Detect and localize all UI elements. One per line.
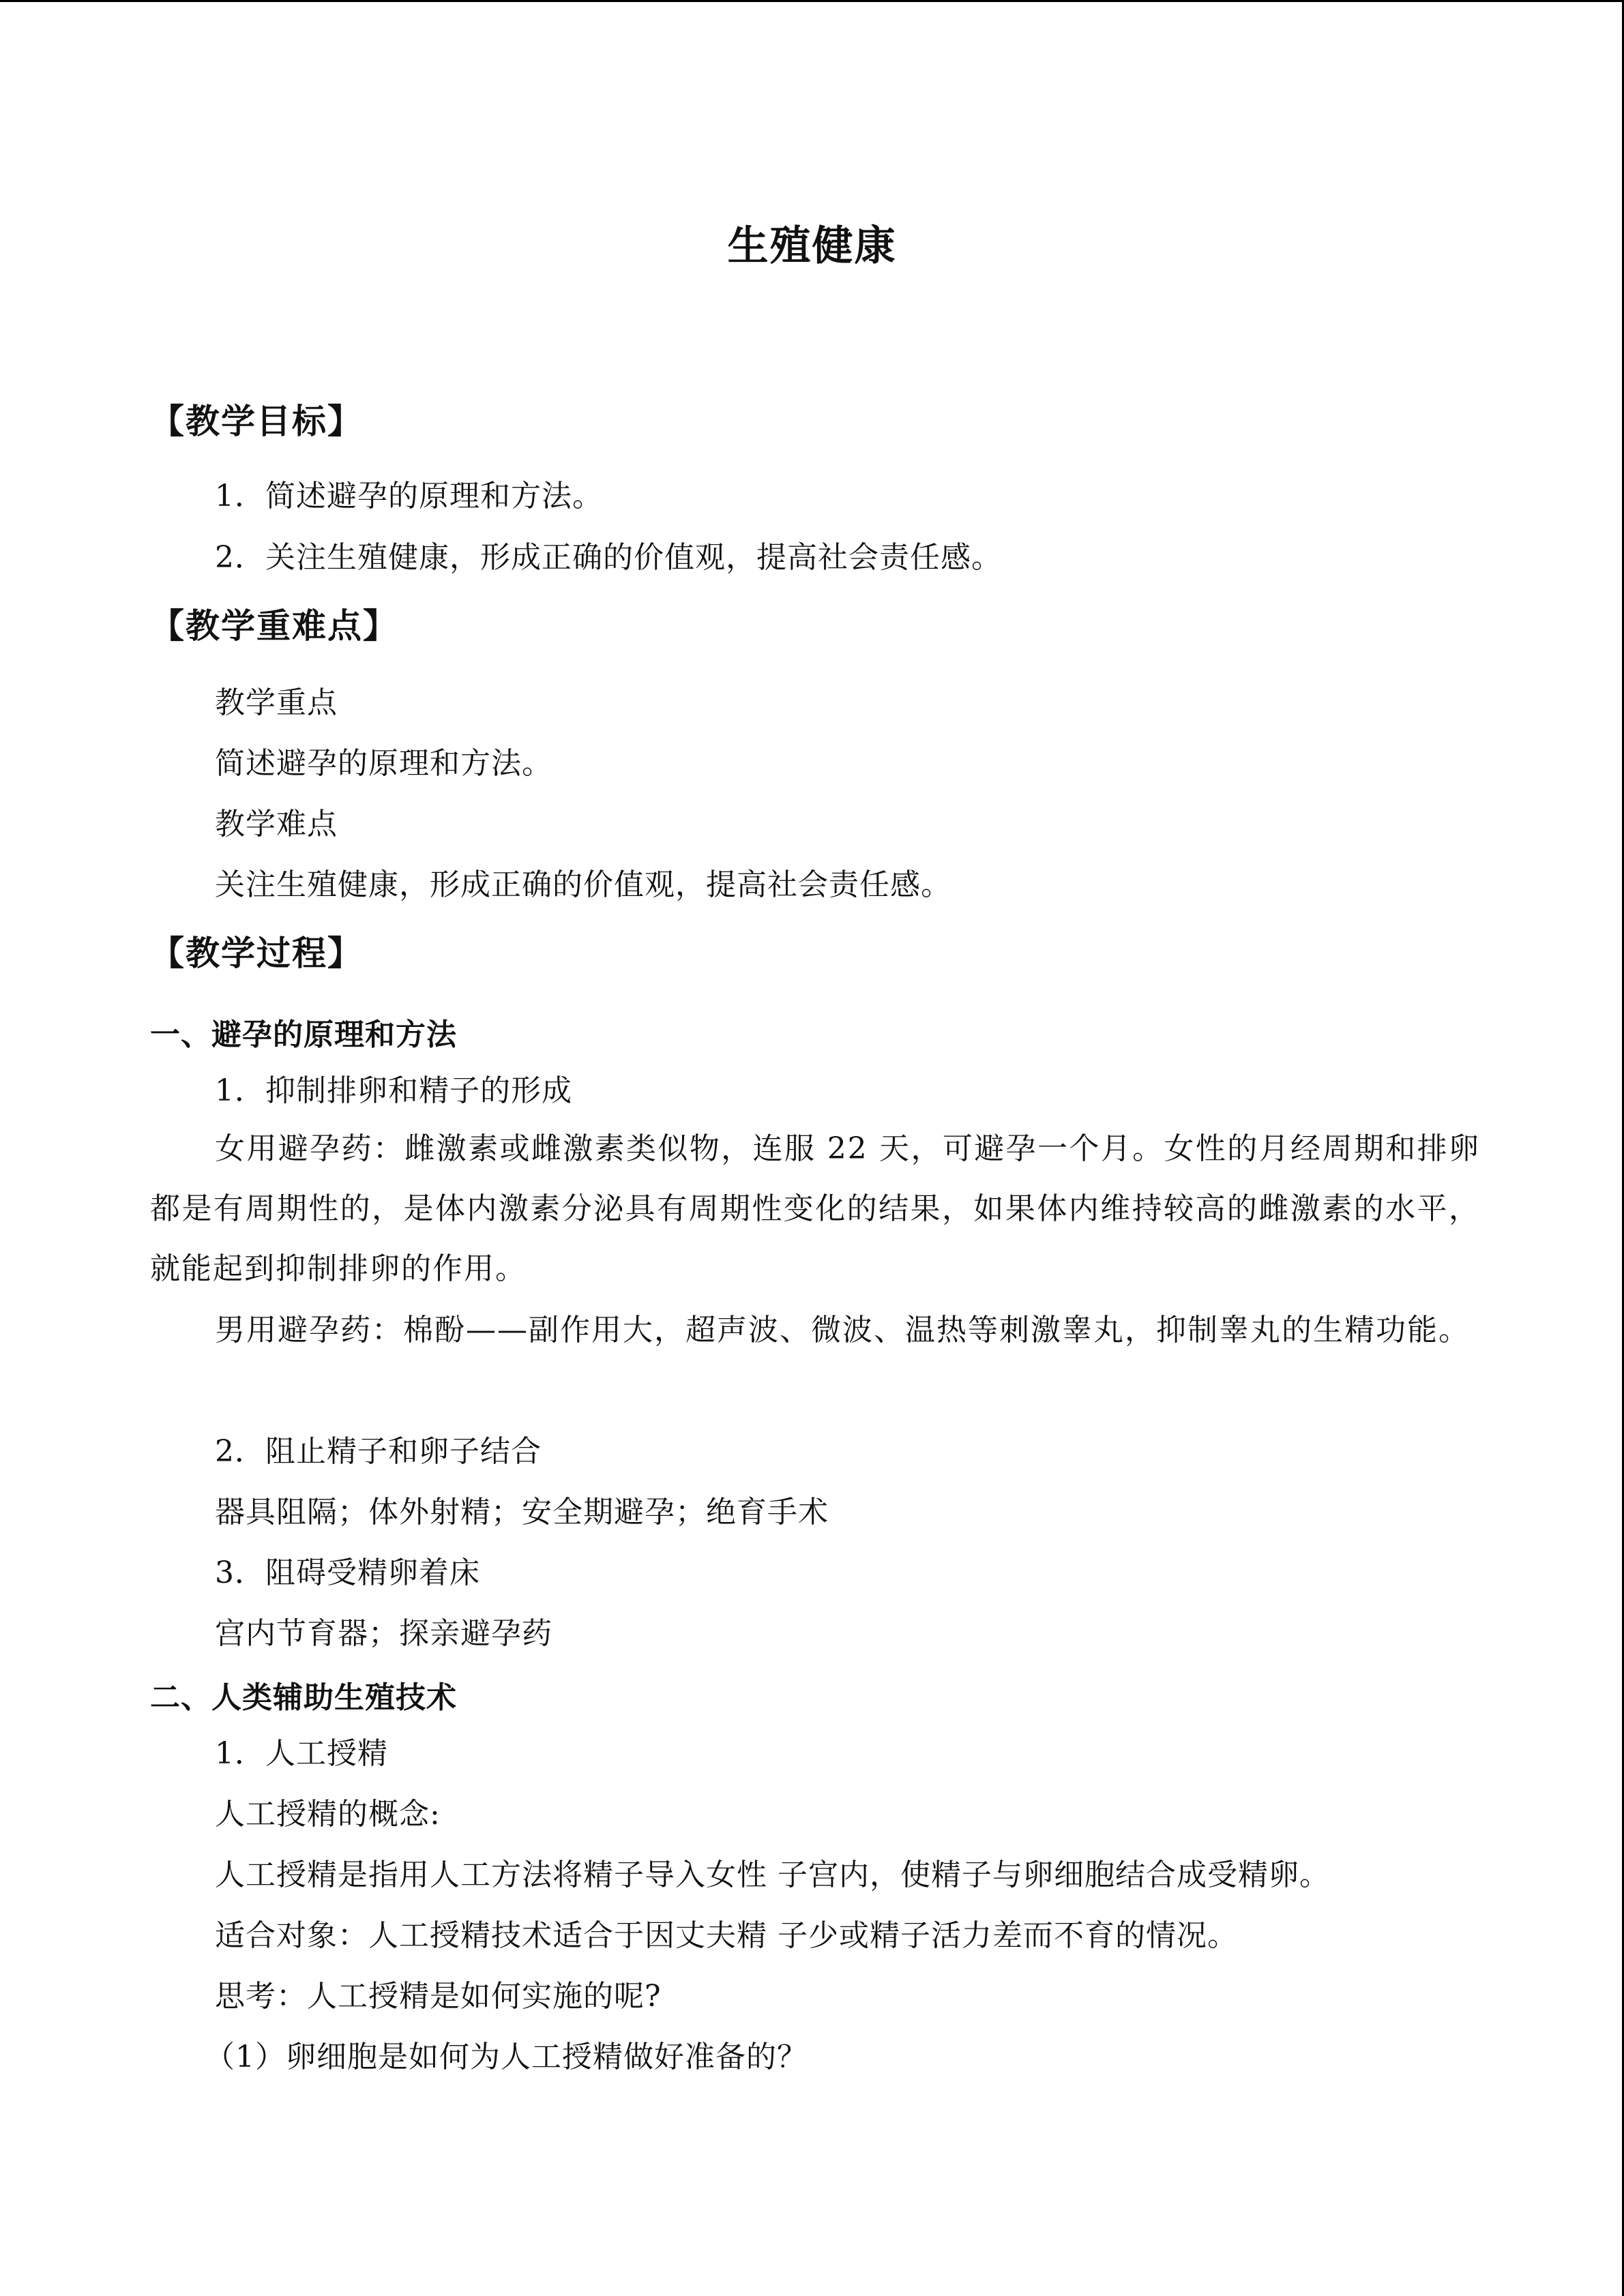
part1-item1-title: 1．抑制排卵和精子的形成	[215, 1073, 572, 1108]
think-text: 思考：人工授精是如何实施的呢?	[215, 1979, 662, 2014]
objectives-heading: 【教学目标】	[150, 401, 363, 441]
part1-item2-text: 器具阻隔；体外射精；安全期避孕；绝育手术	[215, 1495, 829, 1530]
objective-item-2: 2．关注生殖健康，形成正确的价值观，提高社会责任感。	[215, 540, 1002, 575]
objective-item-1: 1．简述避孕的原理和方法。	[215, 479, 603, 513]
page-title: 生殖健康	[727, 222, 897, 270]
part1-heading: 一、避孕的原理和方法	[150, 1017, 457, 1052]
part1-item3-text: 宫内节育器；探亲避孕药	[215, 1616, 552, 1651]
part2-heading: 二、人类辅助生殖技术	[150, 1680, 457, 1715]
difficulty-label: 教学难点	[215, 807, 338, 841]
process-heading: 【教学过程】	[150, 933, 363, 973]
male-contraceptive-paragraph: 男用避孕药：棉酚——副作用大，超声波、微波、温热等刺激睾丸，抑制睾丸的生精功能。	[215, 1313, 1470, 1347]
difficulty-text: 关注生殖健康，形成正确的价值观，提高社会责任感。	[215, 867, 951, 902]
key-points-heading: 【教学重难点】	[150, 606, 398, 646]
part1-item2-title: 2．阻止精子和卵子结合	[215, 1434, 542, 1469]
concept-label: 人工授精的概念:	[215, 1797, 441, 1832]
question-1: （1）卵细胞是如何为人工授精做好准备的？	[205, 2040, 808, 2074]
focus-label: 教学重点	[215, 685, 338, 720]
concept-text: 人工授精是指用人工方法将精子导入女性 子宫内，使精子与卵细胞结合成受精卵。	[215, 1858, 1330, 1892]
part2-item1-title: 1．人工授精	[215, 1736, 388, 1771]
female-contraceptive-paragraph: 女用避孕药：雌激素或雌激素类似物，连服 22 天，可避孕一个月。女性的月经周期和排卵都是有周期性的，是体内激素分泌具有周期性变化的结果，如果体内维持较高的雌激素的水平，就能起到抑制排卵的作用。	[150, 1131, 1480, 1286]
part1-item3-title: 3．阻碍受精卵着床	[215, 1555, 480, 1590]
suitable-text: 适合对象：人工授精技术适合于因丈夫精 子少或精子活力差而不育的情况。	[215, 1918, 1238, 1953]
focus-text: 简述避孕的原理和方法。	[215, 746, 552, 781]
